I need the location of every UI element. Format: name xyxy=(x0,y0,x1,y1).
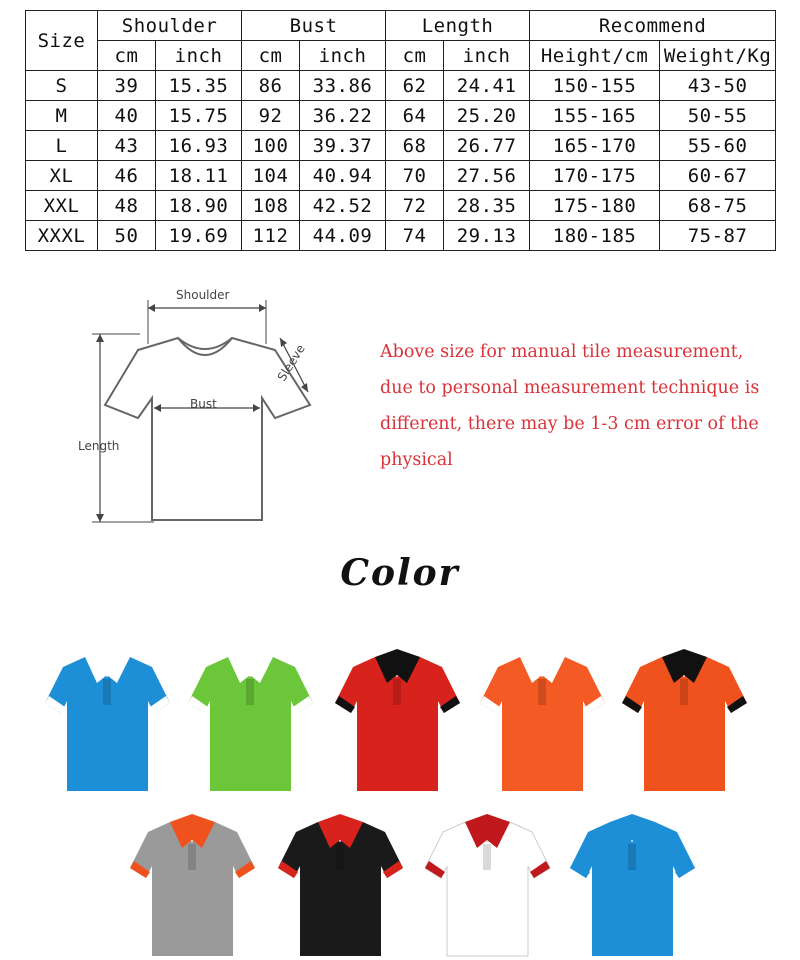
value-cell: 68 xyxy=(386,131,444,161)
value-cell: 50-55 xyxy=(660,101,776,131)
unit-cell: inch xyxy=(444,41,530,71)
polo-shirt-green-white-collar[interactable] xyxy=(188,645,313,795)
note-line: due to personal measurement technique is xyxy=(380,378,760,398)
polo-shirt-blue-white-collar[interactable] xyxy=(45,645,170,795)
shirt-placket xyxy=(393,679,401,705)
shirt-placket xyxy=(628,844,636,870)
shirt-body xyxy=(622,657,747,791)
value-cell: 60-67 xyxy=(660,161,776,191)
measurement-note xyxy=(380,334,760,478)
note-line: Above size for manual tile measurement, xyxy=(380,342,744,362)
table-header-row xyxy=(26,11,776,41)
unit-cell: Height/cm xyxy=(530,41,660,71)
value-cell: 64 xyxy=(386,101,444,131)
value-cell: 180-185 xyxy=(530,221,660,251)
size-cell: L xyxy=(26,131,98,161)
length-header: Length xyxy=(386,11,530,41)
value-cell: 50 xyxy=(98,221,156,251)
value-cell: 48 xyxy=(98,191,156,221)
value-cell: 44.09 xyxy=(300,221,386,251)
shirt-body xyxy=(425,822,550,956)
shirt-body xyxy=(480,657,605,791)
value-cell: 72 xyxy=(386,191,444,221)
table-unit-row xyxy=(26,41,776,71)
shirt-placket xyxy=(538,679,546,705)
size-header: Size xyxy=(26,11,98,71)
value-cell: 150-155 xyxy=(530,71,660,101)
tshirt-measurement-diagram xyxy=(70,280,360,530)
value-cell: 40 xyxy=(98,101,156,131)
value-cell: 18.90 xyxy=(156,191,242,221)
value-cell: 175-180 xyxy=(530,191,660,221)
size-cell: XXL xyxy=(26,191,98,221)
table-row xyxy=(26,131,776,161)
size-cell: XXXL xyxy=(26,221,98,251)
bust-header: Bust xyxy=(242,11,386,41)
shirt-body xyxy=(45,657,170,791)
value-cell: 68-75 xyxy=(660,191,776,221)
shirt-placket xyxy=(680,679,688,705)
table-row xyxy=(26,71,776,101)
length-label: Length xyxy=(78,439,120,453)
value-cell: 165-170 xyxy=(530,131,660,161)
table-row xyxy=(26,161,776,191)
value-cell: 15.75 xyxy=(156,101,242,131)
size-chart-table xyxy=(25,10,776,251)
value-cell: 18.11 xyxy=(156,161,242,191)
tshirt-collar xyxy=(178,338,232,355)
value-cell: 62 xyxy=(386,71,444,101)
value-cell: 24.41 xyxy=(444,71,530,101)
polo-shirt-blue-blue-collar[interactable] xyxy=(570,810,695,960)
color-swatch-gallery xyxy=(0,640,800,840)
unit-cell: inch xyxy=(300,41,386,71)
unit-cell: cm xyxy=(242,41,300,71)
table-row xyxy=(26,101,776,131)
value-cell: 33.86 xyxy=(300,71,386,101)
polo-shirt-black-red-collar[interactable] xyxy=(278,810,403,960)
shoulder-label: Shoulder xyxy=(176,288,230,302)
polo-shirt-gray-orange-collar[interactable] xyxy=(130,810,255,960)
value-cell: 74 xyxy=(386,221,444,251)
value-cell: 40.94 xyxy=(300,161,386,191)
value-cell: 29.13 xyxy=(444,221,530,251)
value-cell: 42.52 xyxy=(300,191,386,221)
value-cell: 100 xyxy=(242,131,300,161)
note-line: different, there may be 1-3 cm error of the xyxy=(380,414,759,434)
polo-shirt-white-red-collar[interactable] xyxy=(425,810,550,960)
polo-shirt-red-black-collar[interactable] xyxy=(335,645,460,795)
value-cell: 39 xyxy=(98,71,156,101)
value-cell: 104 xyxy=(242,161,300,191)
size-cell: S xyxy=(26,71,98,101)
table-row xyxy=(26,191,776,221)
value-cell: 39.37 xyxy=(300,131,386,161)
table-row xyxy=(26,221,776,251)
shoulder-header: Shoulder xyxy=(98,11,242,41)
value-cell: 108 xyxy=(242,191,300,221)
shirt-placket xyxy=(188,844,196,870)
size-cell: XL xyxy=(26,161,98,191)
value-cell: 43 xyxy=(98,131,156,161)
value-cell: 155-165 xyxy=(530,101,660,131)
shirt-body xyxy=(335,657,460,791)
shirt-body xyxy=(278,822,403,956)
shirt-body xyxy=(188,657,313,791)
value-cell: 19.69 xyxy=(156,221,242,251)
value-cell: 46 xyxy=(98,161,156,191)
unit-cell: Weight/Kg xyxy=(660,41,776,71)
value-cell: 28.35 xyxy=(444,191,530,221)
value-cell: 70 xyxy=(386,161,444,191)
value-cell: 16.93 xyxy=(156,131,242,161)
polo-shirt-orange-black-collar[interactable] xyxy=(622,645,747,795)
value-cell: 92 xyxy=(242,101,300,131)
value-cell: 112 xyxy=(242,221,300,251)
shirt-body xyxy=(570,822,695,956)
size-cell: M xyxy=(26,101,98,131)
value-cell: 43-50 xyxy=(660,71,776,101)
value-cell: 55-60 xyxy=(660,131,776,161)
value-cell: 27.56 xyxy=(444,161,530,191)
value-cell: 25.20 xyxy=(444,101,530,131)
sleeve-label: Sleeve xyxy=(274,342,308,384)
shirt-body xyxy=(130,822,255,956)
note-line: physical xyxy=(380,450,453,470)
unit-cell: cm xyxy=(98,41,156,71)
bust-label: Bust xyxy=(190,397,217,411)
value-cell: 86 xyxy=(242,71,300,101)
value-cell: 26.77 xyxy=(444,131,530,161)
value-cell: 75-87 xyxy=(660,221,776,251)
shirt-placket xyxy=(246,679,254,705)
shirt-placket xyxy=(103,679,111,705)
value-cell: 170-175 xyxy=(530,161,660,191)
unit-cell: inch xyxy=(156,41,242,71)
shirt-placket xyxy=(483,844,491,870)
color-section-title: Color xyxy=(340,552,460,594)
unit-cell: cm xyxy=(386,41,444,71)
polo-shirt-orange-white-collar[interactable] xyxy=(480,645,605,795)
tshirt-outline xyxy=(105,338,310,520)
table-body xyxy=(26,71,776,251)
value-cell: 36.22 xyxy=(300,101,386,131)
value-cell: 15.35 xyxy=(156,71,242,101)
recommend-header: Recommend xyxy=(530,11,776,41)
shirt-placket xyxy=(336,844,344,870)
